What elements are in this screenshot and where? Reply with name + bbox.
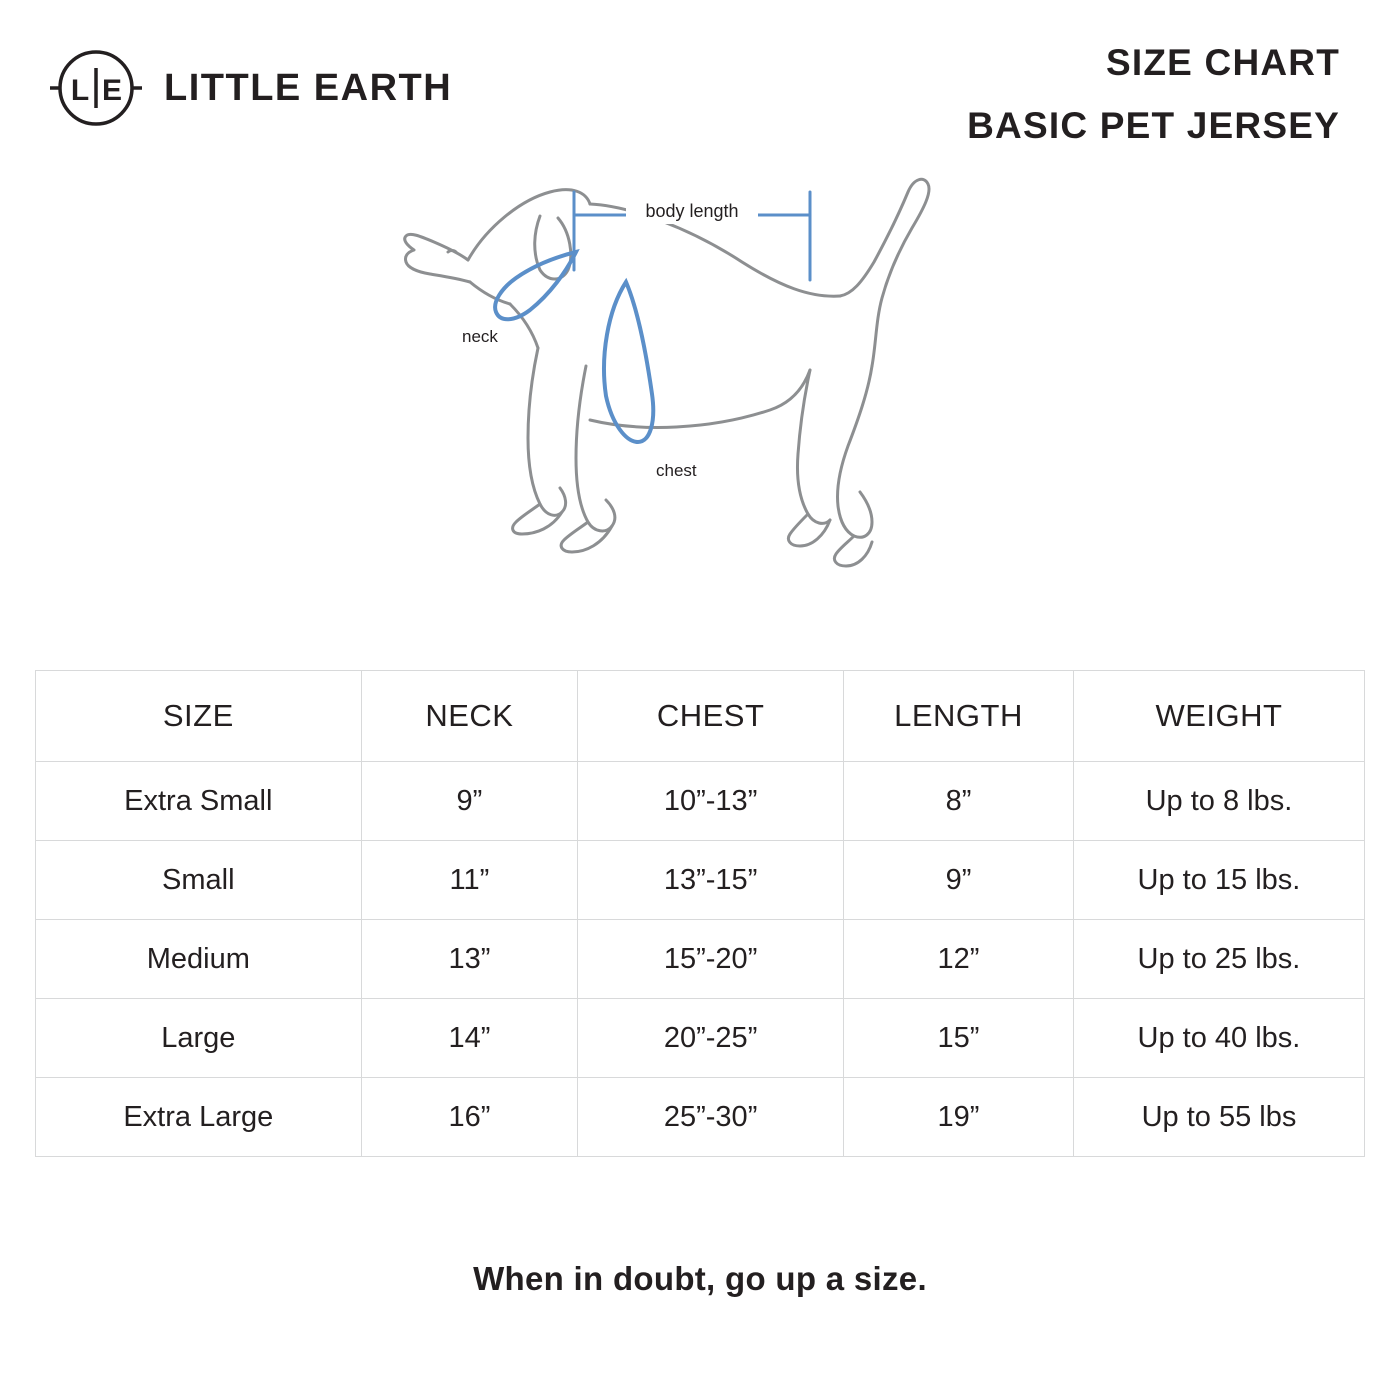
cell-size: Extra Small xyxy=(36,762,362,841)
cell-chest: 10”-13” xyxy=(578,762,844,841)
measurement-diagram xyxy=(0,170,1400,670)
label-body-length: body length xyxy=(645,201,739,221)
page-title: SIZE CHART xyxy=(1106,42,1340,83)
svg-text:L: L xyxy=(70,74,90,107)
table-row xyxy=(36,841,1365,920)
cell-length: 12” xyxy=(844,920,1074,999)
column-header-size: SIZE xyxy=(36,671,362,762)
cell-weight: Up to 25 lbs. xyxy=(1073,920,1364,999)
label-chest: chest xyxy=(656,461,697,480)
table-row xyxy=(36,999,1365,1078)
column-header-weight: WEIGHT xyxy=(1073,671,1364,762)
brand-name: LITTLE EARTH xyxy=(164,66,453,109)
cell-neck: 11” xyxy=(361,841,578,920)
cell-size: Extra Large xyxy=(36,1078,362,1157)
column-header-neck: NECK xyxy=(361,671,578,762)
cell-neck: 14” xyxy=(361,999,578,1078)
cell-chest: 25”-30” xyxy=(578,1078,844,1157)
cell-length: 15” xyxy=(844,999,1074,1078)
table-row xyxy=(36,1078,1365,1157)
cell-size: Large xyxy=(36,999,362,1078)
page-footer xyxy=(0,1157,1400,1400)
table-row xyxy=(36,920,1365,999)
cell-weight: Up to 55 lbs xyxy=(1073,1078,1364,1157)
cell-length: 8” xyxy=(844,762,1074,841)
cell-chest: 13”-15” xyxy=(578,841,844,920)
label-neck: neck xyxy=(462,327,498,346)
cell-weight: Up to 15 lbs. xyxy=(1073,841,1364,920)
cell-weight: Up to 40 lbs. xyxy=(1073,999,1364,1078)
cell-weight: Up to 8 lbs. xyxy=(1073,762,1364,841)
cell-neck: 13” xyxy=(361,920,578,999)
cell-length: 19” xyxy=(844,1078,1074,1157)
little-earth-circle-logo-icon xyxy=(50,42,142,134)
cell-size: Small xyxy=(36,841,362,920)
dog-side-profile-outline-icon xyxy=(390,170,1010,660)
cell-length: 9” xyxy=(844,841,1074,920)
size-table-container xyxy=(0,670,1400,1157)
footer-note: When in doubt, go up a size. xyxy=(473,1259,927,1297)
column-header-length: LENGTH xyxy=(844,671,1074,762)
size-table xyxy=(35,670,1365,1157)
page-subtitle: BASIC PET JERSEY xyxy=(967,105,1340,146)
svg-text:E: E xyxy=(101,74,123,107)
cell-neck: 9” xyxy=(361,762,578,841)
column-header-chest: CHEST xyxy=(578,671,844,762)
table-header-row xyxy=(36,671,1365,762)
page-header xyxy=(0,0,1400,170)
header-titles xyxy=(967,42,1340,144)
table-row xyxy=(36,762,1365,841)
cell-neck: 16” xyxy=(361,1078,578,1157)
brand-lockup xyxy=(50,42,452,134)
cell-chest: 20”-25” xyxy=(578,999,844,1078)
cell-size: Medium xyxy=(36,920,362,999)
cell-chest: 15”-20” xyxy=(578,920,844,999)
